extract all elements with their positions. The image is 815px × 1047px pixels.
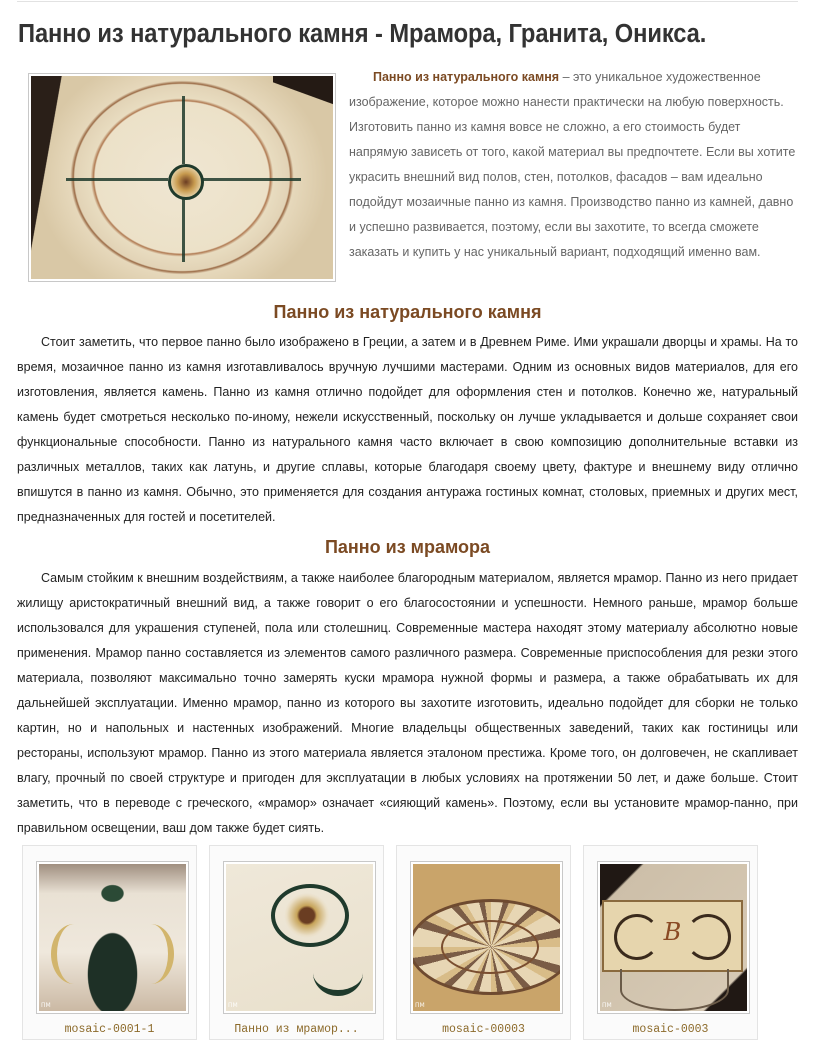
monogram-letter: B	[663, 918, 682, 946]
medallion-inner-ring	[441, 920, 539, 974]
gallery-item[interactable]	[583, 845, 758, 1040]
ornament-arm-top	[182, 96, 185, 164]
gallery-thumbnail[interactable]	[597, 861, 750, 1014]
intro-image[interactable]	[28, 73, 336, 282]
intro-text: – это уникальное художественное изображение, которое можно нанести практически на любую поверхность. Изготовить панно из камня вовсе не сложно, а его стоимость будет напрямую зависеть от того, какой материал вы предпочтете. Если вы хотите украсить внешний вид полов, стен, потолков, фасадов – вам идеально подойдут мозаичные панно из камня. Производство панно из камней, давно и успешно развивается, поэтому, если вы захотите, то всегда сможете заказать и купить у нас уникальный вариант, подходящий именно вам.	[349, 70, 796, 259]
mosaic-picture	[39, 864, 186, 1011]
mosaic-picture	[413, 864, 560, 1011]
green-ring-decoration	[271, 884, 349, 947]
dark-floor-corner-right	[273, 76, 333, 116]
intro-paragraph	[349, 65, 800, 265]
watermark: ПМ	[41, 1002, 51, 1009]
image-gallery	[22, 845, 802, 1045]
gallery-thumbnail[interactable]	[410, 861, 563, 1014]
ornament-arm-left	[66, 178, 168, 181]
star-rosette-medallion	[413, 899, 560, 995]
section-heading-natural-stone: Панно из натурального камня	[273, 302, 542, 322]
section-heading-marble: Панно из мрамора	[324, 537, 491, 557]
gallery-item[interactable]	[396, 845, 571, 1040]
marble-medallion-picture	[31, 76, 333, 279]
gallery-caption[interactable]: mosaic-00003	[442, 1023, 525, 1036]
gallery-caption[interactable]: mosaic-0001-1	[64, 1023, 155, 1036]
ornament-arm-right	[201, 178, 301, 181]
top-divider	[17, 1, 798, 2]
watermark: ПМ	[415, 1002, 425, 1009]
gold-swirl-decoration	[51, 924, 97, 984]
gold-swirl-decoration	[128, 924, 174, 984]
section-text-marble: Самым стойким к внешним воздействиям, а также наиболее благородным материалом, является мрамор. Панно из него придает жилищу аристократичный внешний вид, а также говорит о его благосостоянии и успешности. Немного раньше, мрамор больше использовался для украшения ступеней, пола или столешниц. Современные мастера находят этому материалу абсолютно новые применения. Мрамор панно составляется из элементов самого различного размера. Современные приспособления для резки этого материала, позволяют максимально точно замерять куски мрамора нужной формы и размера, а также обрабатывать их для дальнейшей эксплуатации. Именно мрамор, панно из которого вы захотите изготовить, идеально подойдет для сборки не только картин, но и напольных и настенных изображений. Многие владельцы общественных заведений, таких как гостиницы или рестораны, используют мрамор. Панно из этого материала является эталоном престижа. Кроме того, он долговечен, не скапливает влагу, прочный по своей структуре и пригоден для эксплуатации в любых условиях на протяжении 50 лет, и даже больше. Стоит заметить, что в переводе с греческого, «мрамор» означает «сияющий камень». Поэтому, если вы установите мрамор-панно, при правильном освещении, ваш дом также будет сиять.	[17, 571, 798, 835]
gallery-item[interactable]	[209, 845, 384, 1040]
ornament-arm-bottom	[182, 197, 185, 262]
mosaic-picture	[226, 864, 373, 1011]
intro-lead-link[interactable]: Панно из натурального камня	[373, 70, 560, 84]
gallery-caption[interactable]: mosaic-0003	[632, 1023, 709, 1036]
gallery-caption[interactable]: Панно из мрамор...	[234, 1023, 359, 1036]
gallery-item[interactable]	[22, 845, 197, 1040]
mosaic-picture	[600, 864, 747, 1011]
medallion-arc	[620, 969, 729, 1011]
gallery-thumbnail[interactable]	[36, 861, 189, 1014]
gallery-thumbnail[interactable]	[223, 861, 376, 1014]
watermark: ПМ	[602, 1002, 612, 1009]
green-swirl-decoration	[313, 950, 363, 996]
ornament-center	[168, 164, 204, 200]
page-title: Панно из натурального камня - Мрамора, Гранита, Оникса.	[18, 20, 707, 48]
monogram-slab	[602, 900, 743, 972]
dark-floor-corner-left	[31, 76, 71, 279]
watermark: ПМ	[228, 1002, 238, 1009]
section-text-natural-stone: Стоит заметить, что первое панно было изображено в Греции, а затем и в Древнем Риме. Ими украшали дворцы и храмы. На то время, мозаичное панно из камня изготавливалось вручную лучшими мастерами. Одним из основных видов материалов, для его изготовления, является камень. Панно из камня отлично подойдет для оформления стен и потолков. Конечно же, натуральный камень будет смотреться несколько по-иному, нежели искусственный, поскольку он лучше укладывается и дольше сохраняет свои функциональные способности. Панно из натурального камня часто включает в свою композицию дополнительные вставки из различных металлов, таких как латунь, и другие сплавы, которые благодаря своему цвету, фактуре и внешнему виду отлично впишутся в панно из камня. Обычно, это применяется для создания антуража гостиных комнат, столовых, приемных и других мест, предназначенных для гостей и посетителей.	[17, 335, 798, 524]
